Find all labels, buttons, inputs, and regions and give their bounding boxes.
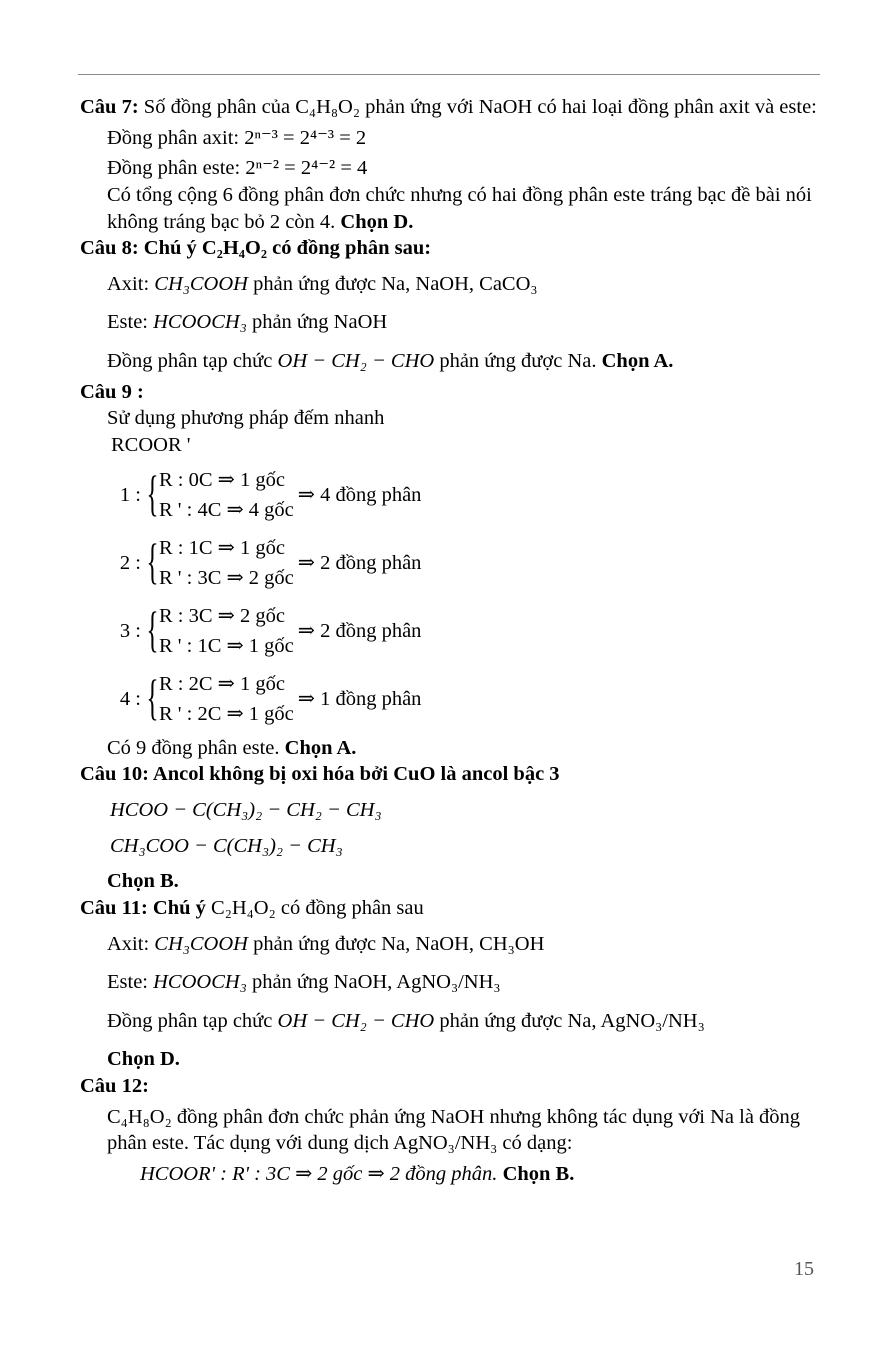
q7-ester-formula: 2ⁿ⁻² = 2⁴⁻² = 4 <box>245 157 368 180</box>
q11-ester-formula: HCOOCH₃ <box>153 971 247 994</box>
q7-title: Câu 7: <box>80 96 139 118</box>
q11-title-line: Câu 11: Chú ý C₂H₄O₂ có đồng phân sau <box>80 896 424 919</box>
brace-icon: { <box>146 464 159 521</box>
q11-acid-formula: CH₃COOH <box>154 932 248 955</box>
q9-general-formula: RCOOR ' <box>111 434 191 457</box>
q7-acid-line: Đồng phân axit: 2ⁿ⁻³ = 2⁴⁻³ = 2 <box>107 126 367 149</box>
q11-title: Câu 11: Chú ý <box>80 896 212 919</box>
q7-acid-formula: 2ⁿ⁻³ = 2⁴⁻³ = 2 <box>244 126 367 149</box>
brace-icon: { <box>146 600 159 657</box>
q9-title: Câu 9 : <box>80 380 144 403</box>
q7-ester-line: Đồng phân este: 2ⁿ⁻² = 2⁴⁻² = 4 <box>107 157 368 180</box>
q10-answer: Chọn B. <box>107 870 179 893</box>
q8-acid-formula: CH₃COOH <box>154 272 248 295</box>
q8-mixed-formula: OH − CH₂ − CHO <box>277 350 435 373</box>
q8-acid-line: Axit: CH₃COOH phản ứng được Na, NaOH, CaCO₃ <box>107 272 538 295</box>
q11-acid-line: Axit: CH₃COOH phản ứng được Na, NaOH, CH₃OH <box>107 932 545 955</box>
q9-case-2: 2 : { R : 1C ⇒ 1 gốc R ' : 3C ⇒ 2 gốc ⇒ 2 đồng phân <box>119 532 422 589</box>
brace-icon: { <box>146 532 159 589</box>
q8-title: Câu 8: Chú ý C₂H₄O₂ có đồng phân sau: <box>80 237 432 260</box>
q12-answer: Chọn B. <box>497 1163 575 1186</box>
q11-answer: Chọn D. <box>107 1048 180 1071</box>
q9-case-3: 3 : { R : 3C ⇒ 2 gốc R ' : 1C ⇒ 1 gốc ⇒ 2 đồng phân <box>119 600 422 657</box>
page-number: 15 <box>794 1258 814 1280</box>
document-page <box>80 94 820 1188</box>
q12-title: Câu 12: <box>80 1075 149 1098</box>
q9-case-1: 1 : { R : 0C ⇒ 1 gốc R ' : 4C ⇒ 4 gốc ⇒ 4 đồng phân <box>119 464 422 521</box>
header-rule <box>78 74 820 75</box>
q12-text: C₄H₈O₂ đồng phân đơn chức phản ứng NaOH nhưng không tác dụng với Na là đồng phân este. Tác dụng với dung dịch AgNO₃/NH₃ có dạng: <box>107 1105 801 1155</box>
q9-case-4: 4 : { R : 2C ⇒ 1 gốc R ' : 2C ⇒ 1 gốc ⇒ 1 đồng phân <box>119 668 422 725</box>
q11-mixed-line: Đồng phân tạp chức OH − CH₂ − CHO phản ứng được Na, AgNO₃/NH₃ <box>107 1009 705 1032</box>
q7-intro: Câu 7: Số đồng phân của C₄H₈O₂ phản ứng với NaOH có hai loại đồng phân axit và este: <box>80 96 817 118</box>
q9-summary: Có 9 đồng phân este. Chọn A. <box>107 736 357 759</box>
q9-method: Sử dụng phương pháp đếm nhanh <box>107 407 385 430</box>
q12-formula: HCOOR' : R' : 3C ⇒ 2 gốc ⇒ 2 đồng phân. <box>140 1163 498 1186</box>
q8-mixed-line: Đồng phân tạp chức OH − CH₂ − CHO phản ứng được Na. Chọn A. <box>107 350 674 373</box>
q7-answer: Chọn D. <box>340 210 414 233</box>
q10-title: Câu 10: Ancol không bị oxi hóa bởi CuO là ancol bậc 3 <box>80 763 560 786</box>
q7-note: Có tổng cộng 6 đồng phân đơn chức nhưng có hai đồng phân este tráng bạc đề bài nói không tráng bạc bỏ 2 còn 4. Chọn D. <box>107 183 812 233</box>
brace-icon: { <box>146 668 159 725</box>
q11-mixed-formula: OH − CH₂ − CHO <box>277 1009 435 1032</box>
q12-formula-line <box>80 1161 820 1188</box>
q10-formula-1: HCOO − C(CH₃)₂ − CH₂ − CH₃ <box>110 798 382 821</box>
q8-answer: Chọn A. <box>601 350 674 373</box>
q9-answer: Chọn A. <box>284 736 357 759</box>
q11-ester-line: Este: HCOOCH₃ phản ứng NaOH, AgNO₃/NH₃ <box>107 971 501 994</box>
q8-ester-line: Este: HCOOCH₃ phản ứng NaOH <box>107 311 388 334</box>
q10-formula-2: CH₃COO − C(CH₃)₂ − CH₃ <box>110 834 343 857</box>
q8-ester-formula: HCOOCH₃ <box>153 311 247 334</box>
